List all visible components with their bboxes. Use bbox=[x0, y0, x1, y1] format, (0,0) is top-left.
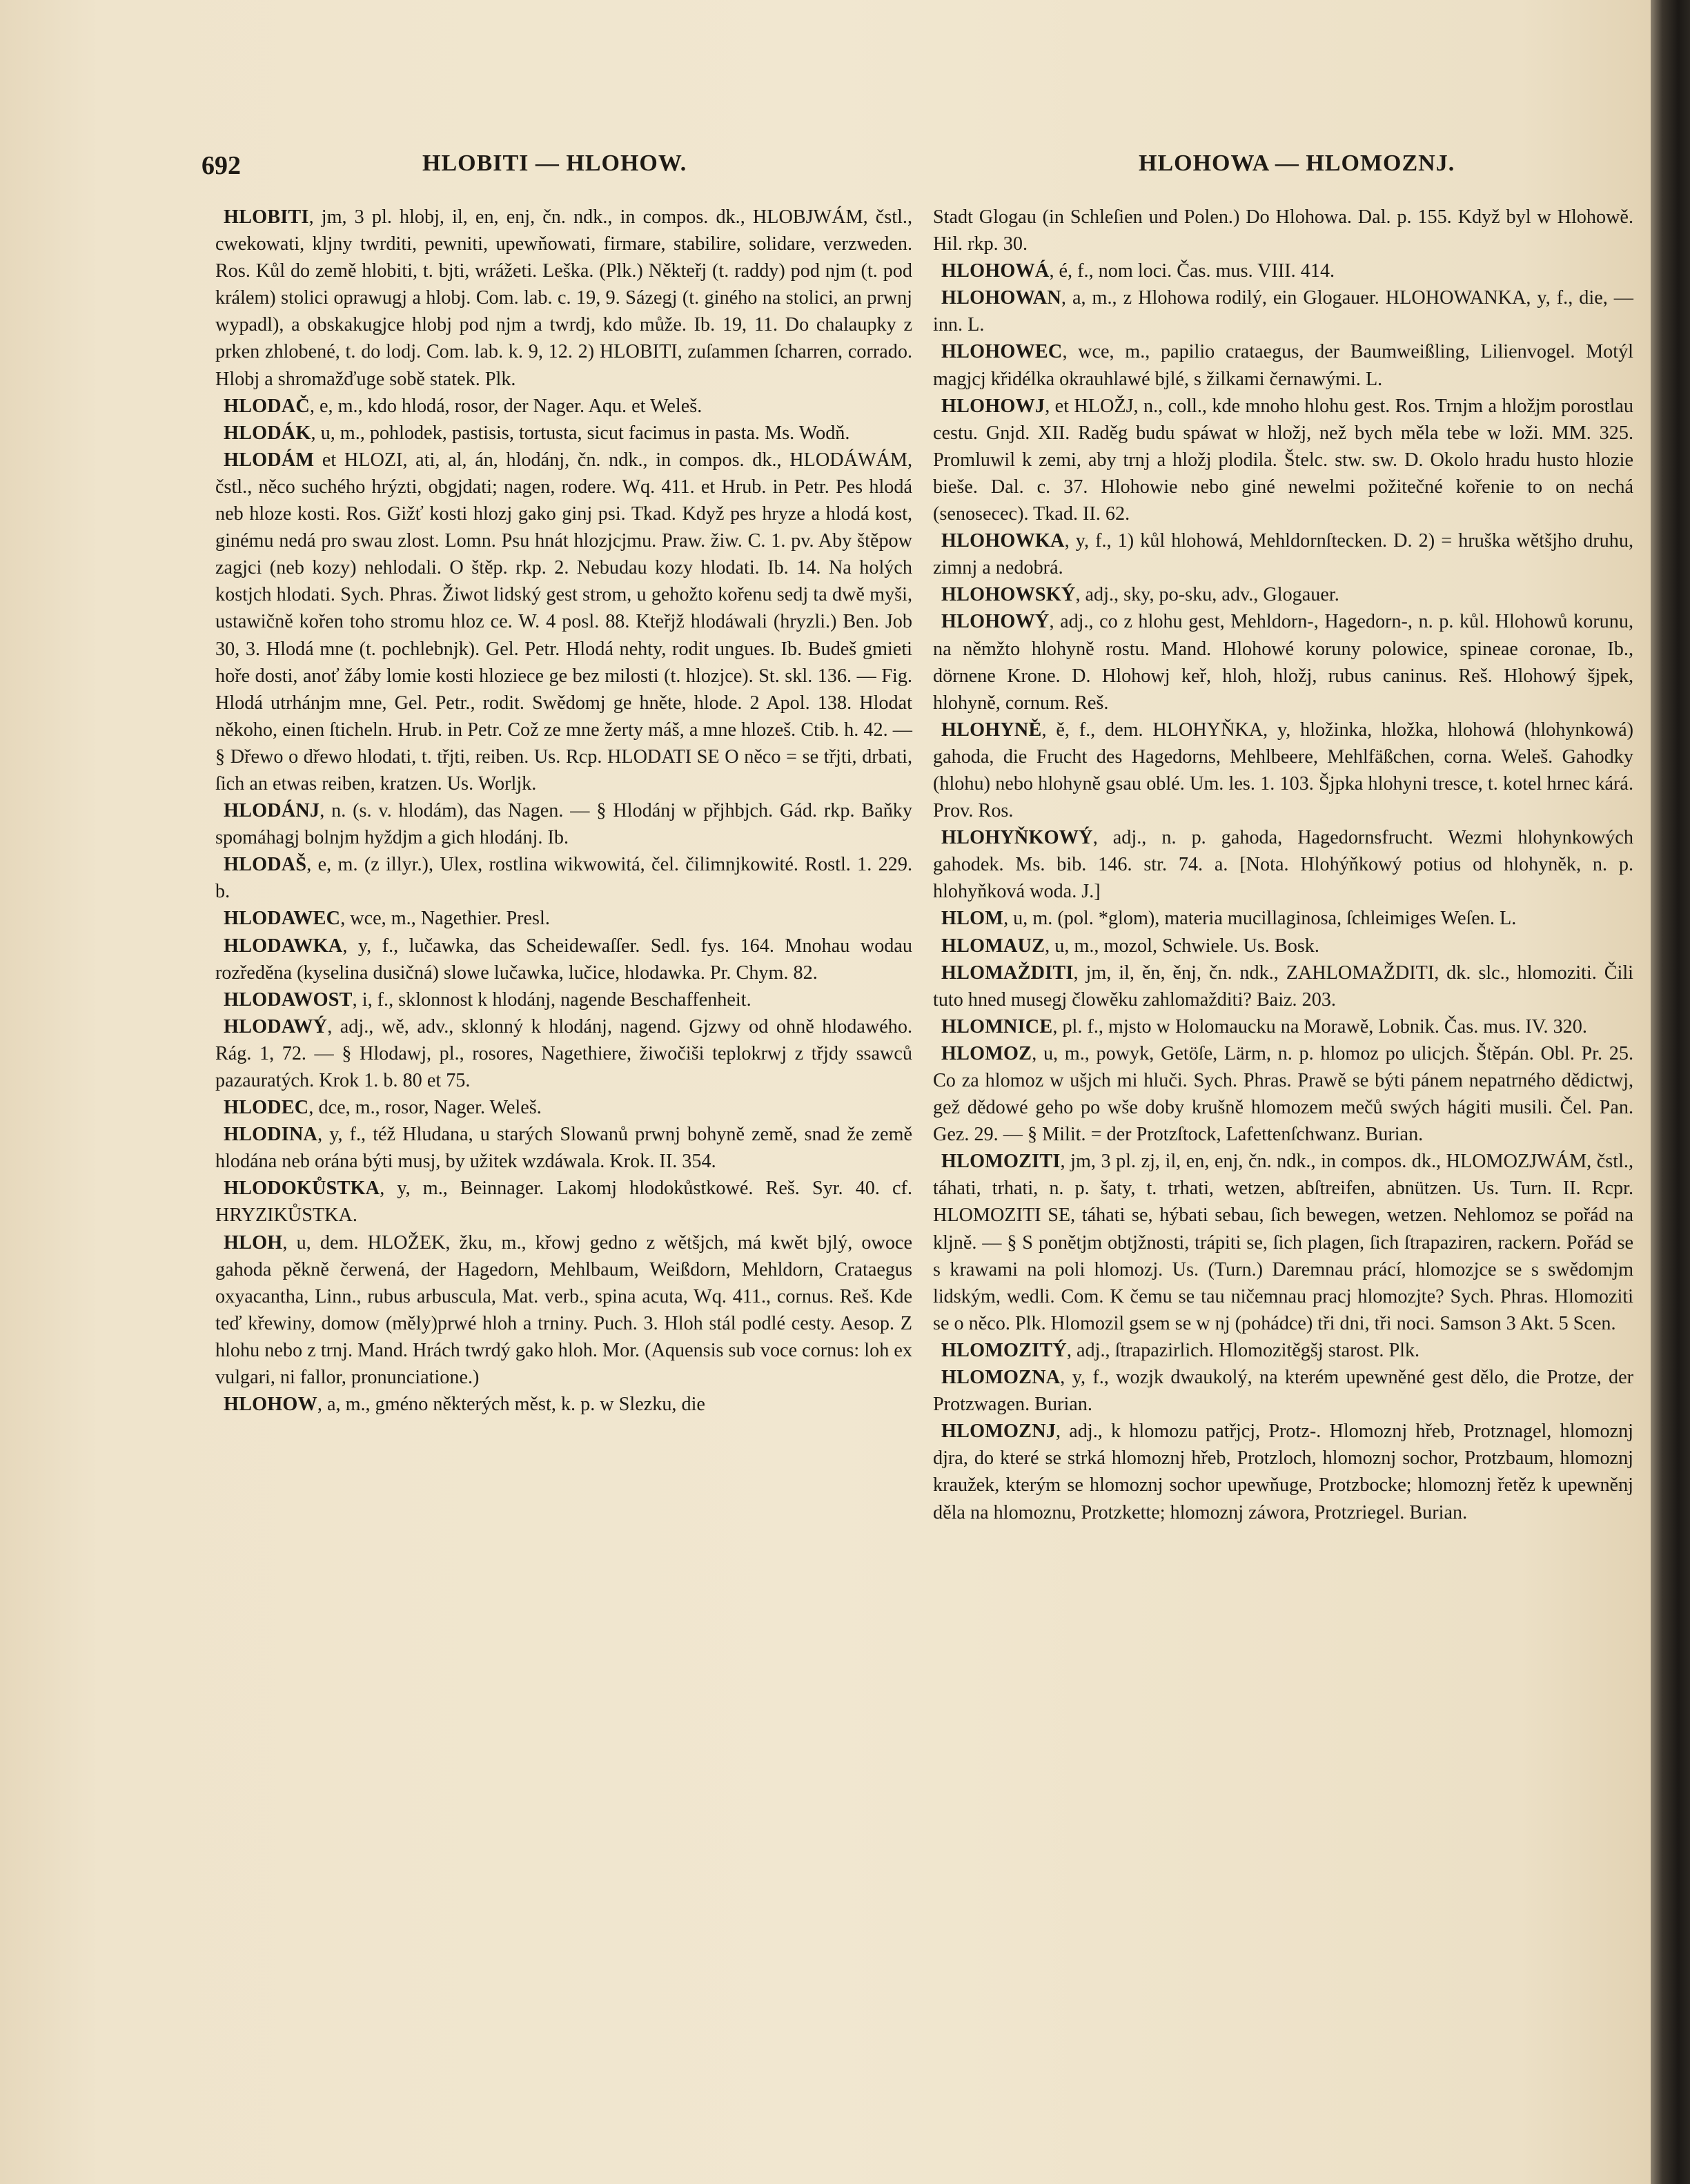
entry-definition: , a, m., z Hlohowa rodilý, ein Glogauer. HLOHOWANKA, y, f., die, — inn. L. bbox=[933, 287, 1633, 336]
dictionary-entry bbox=[215, 1013, 912, 1094]
dictionary-entry bbox=[215, 204, 912, 393]
entry-definition: , jm, 3 pl. zj, il, en, enj, čn. ndk., in compos. dk., HLOMOZJWÁM, čstl., táhati, trhati, n. p. šaty, t. trhati, wetzen, abſtreifen, abnützen. Us. Turn. II. Rcpr. HLOMOZITI SE, táhati se, hýbati sebau, ſich bewegen, wetzen. Nehlomoz se pořád na kljně. — § S ponětjm obtjžnosti, trápiti se, ſich plagen, ſich ſtrapaziren, rackern. Pořád se s krawami na poli hlomozj. Us. (Turn.) Daremnau prácí, hlomozjce se s swědomjm lidským, wedli. Com. K čemu se tau ničemnau pracj hlomozjte? Sych. Phras. Hlomoziti se o něco. Plk. Hlomozil gsem se w nj (pohádce) tři dni, tři noci. Samson 3 Akt. 5 Scen. bbox=[933, 1151, 1633, 1334]
entry-headword: HLODAŠ bbox=[224, 854, 307, 876]
left-column bbox=[215, 204, 912, 1418]
dictionary-entry bbox=[933, 1040, 1633, 1148]
entry-definition: , é, f., nom loci. Čas. mus. VIII. 414. bbox=[1049, 260, 1335, 282]
dictionary-entry bbox=[933, 905, 1633, 932]
entry-definition: , y, f., lučawka, das Scheidewaſſer. Sedl. fys. 164. Mnohau wodau rozředěna (kyselina dusičná) slowe lučawka, lučice, hlodawka. Pr. Chym. 82. bbox=[215, 935, 912, 984]
entry-headword: HLOBITI bbox=[224, 206, 309, 228]
entry-headword: HLOHYNĚ bbox=[941, 719, 1042, 741]
dictionary-entry bbox=[933, 1337, 1633, 1364]
dictionary-entry bbox=[933, 824, 1633, 905]
entry-headword: HLOMOZ bbox=[941, 1042, 1032, 1064]
entry-headword: HLOHOWÝ bbox=[941, 611, 1050, 633]
dictionary-entry bbox=[933, 959, 1633, 1013]
entry-headword: HLODAWOST bbox=[224, 988, 353, 1011]
entry-headword: HLOHOWÁ bbox=[941, 260, 1050, 282]
entry-definition: , jm, il, ěn, ěnj, čn. ndk., ZAHLOMAŽDITI, dk. slc., hlomoziti. Čili tuto hned musegj člowěku zahlomažditi? Baiz. 203. bbox=[933, 962, 1633, 1011]
dictionary-entry bbox=[215, 797, 912, 851]
dictionary-entry bbox=[933, 204, 1633, 257]
dictionary-entry bbox=[933, 716, 1633, 824]
entry-headword: HLODÁNJ bbox=[224, 800, 320, 822]
entry-headword: HLODEC bbox=[224, 1097, 309, 1119]
entry-headword: HLOHOW bbox=[224, 1394, 317, 1416]
entry-definition: , y, f., wozjk dwaukolý, na kterém upewněné gest dělo, die Protze, der Protzwagen. Burian. bbox=[933, 1367, 1633, 1416]
dictionary-entry bbox=[215, 933, 912, 986]
entry-headword: HLOMOZITI bbox=[941, 1151, 1061, 1173]
dictionary-entry bbox=[215, 1229, 912, 1392]
entry-definition: , wce, m., Nagethier. Presl. bbox=[340, 908, 550, 930]
entry-definition: , a, m., gméno některých měst, k. p. w Slezku, die bbox=[317, 1394, 705, 1416]
entry-headword: HLODÁM bbox=[224, 449, 315, 471]
entry-headword: HLOMOZITÝ bbox=[941, 1339, 1067, 1361]
entry-definition: , adj., k hlomozu patřjcj, Protz-. Hlomoznj hřeb, Protznagel, hlomoznj djra, do které se strká hlomoznj hřeb, Protzloch, hlomoznj sochor, Protzbaum, hlomoznj kraužek, kterým se hlomoznj sochor upewňuge, Protzbocke; hlomoznj řetěz k upewněnj děla na hlomoznu, Protzkette; hlomoznj záwora, Protzriegel. Burian. bbox=[933, 1421, 1633, 1523]
dictionary-entry bbox=[215, 1175, 912, 1229]
left-running-title: HLOBITI — HLOHOW. bbox=[422, 150, 687, 176]
entry-headword: HLOMOZNA bbox=[941, 1367, 1061, 1389]
dictionary-entry bbox=[215, 1391, 912, 1418]
entry-definition: , y, f., též Hludana, u starých Slowanů prwnj bohyně země, snad že země hlodána neb orána býti musj, by užitek wzdáwala. Krok. II. 354. bbox=[215, 1124, 912, 1173]
dictionary-entry bbox=[933, 581, 1633, 608]
page-header bbox=[0, 150, 1651, 192]
dictionary-entry bbox=[933, 933, 1633, 959]
entry-definition: , adj., ſtrapazirlich. Hlomozitěgšj starost. Plk. bbox=[1066, 1339, 1420, 1361]
entry-definition: , u, m. (pol. *glom), materia mucillaginosa, ſchleimiges Weſen. L. bbox=[1003, 908, 1517, 930]
entry-definition: , pl. f., mjsto w Holomaucku na Morawě, Lobnik. Čas. mus. IV. 320. bbox=[1052, 1015, 1587, 1037]
entry-headword: HLOHOWJ bbox=[941, 395, 1045, 417]
right-running-title: HLOHOWA — HLOMOZNJ. bbox=[1139, 150, 1455, 176]
entry-definition: , jm, 3 pl. hlobj, il, en, enj, čn. ndk., in compos. dk., HLOBJWÁM, čstl., cwekowati, kljny twrditi, pewniti, upewňowati, firmare, stabilire, solidare, verzweden. Ros. Kůl do země hlobiti, t. bjti, wrážeti. Leška. (Plk.) Někteřj (t. raddy) pod njm (t. pod králem) stolici oprawugj a hlobj. Com. lab. c. 19, 9. Sázegj (t. giného na stolici, an prwnj wypadl), a obskakugjce hlobj pod njm a twrdj, kdo může. Ib. 19, 11. Do chalaupky z prken zhlobené, t. do lodj. Com. lab. k. 9, 12. 2) HLOBITI, zuſammen ſcharren, corrado. Hlobj a shromažďuge sobě statek. Plk. bbox=[215, 206, 912, 390]
dictionary-entry bbox=[215, 393, 912, 420]
entry-definition: , u, dem. HLOŽEK, žku, m., křowj gedno z wětšjch, má kwět bjlý, owoce gahoda pěkně čerwená, der Hagedorn, Mehlbaum, Weißdorn, Mehldorn, Crataegus oxyacantha, Linn., rubus arbuscula, Mat. verb., spina acuta, Wq. 411., cornus. Reš. Kde teď křewiny, domow (měly)prwé hloh a trniny. Puch. 3. Hloh stál podlé cesty. Aesop. Z hlohu nebo z trnj. Mand. Hrách twrdý gako hloh. Mor. (Aquensis sub voce cornus: loh ex vulgari, ni fallor, pronunciatione.) bbox=[215, 1231, 912, 1389]
dictionary-entry bbox=[933, 527, 1633, 581]
entry-definition: , dce, m., rosor, Nager. Weleš. bbox=[308, 1097, 542, 1119]
entry-definition: , adj., n. p. gahoda, Hagedornsfrucht. Wezmi hlohynkowých gahodek. Ms. bib. 146. str. 74. a. [Nota. Hlohýňkowý potius od hlohyněk, n. p. hlohyňková woda. J.] bbox=[933, 827, 1633, 903]
entry-definition: , adj., wě, adv., sklonný k hlodánj, nagend. Gjzwy od ohně hlodawého. Rág. 1, 72. — § Hlodawj, pl., rosores, Nagethiere, žiwočiši teplokrwj z třjdy ssawců pazauratých. Krok 1. b. 80 et 75. bbox=[215, 1015, 912, 1091]
entry-headword: HLOMAŽDITI bbox=[941, 962, 1074, 984]
dictionary-entry bbox=[215, 986, 912, 1013]
dictionary-entry bbox=[215, 447, 912, 797]
entry-definition: , e, m., kdo hlodá, rosor, der Nager. Aqu. et Weleš. bbox=[309, 395, 702, 417]
entry-headword: HLODÁK bbox=[224, 422, 311, 444]
entry-definition: , adj., co z hlohu gest, Mehldorn-, Hagedorn-, n. p. kůl. Hlohowů korunu, na němžto hlohyně rostu. Mand. Hlohowé koruny polowice, spineae coronae, Ib., dörnene Krone. D. Hlohowj keř, hloh, hložj, rubus caninus. Reš. Hlohowý šjpek, hlohyně, cornum. Reš. bbox=[933, 611, 1633, 714]
dictionary-entry bbox=[215, 1094, 912, 1121]
entry-headword: HLOM bbox=[941, 908, 1004, 930]
entry-headword: HLODINA bbox=[224, 1124, 318, 1146]
entry-headword: HLODOKŮSTKA bbox=[224, 1178, 380, 1200]
entry-definition: , u, m., pohlodek, pastisis, tortusta, sicut facimus in pasta. Ms. Wodň. bbox=[311, 422, 850, 444]
page-number: 692 bbox=[202, 151, 241, 180]
entry-definition: , u, m., mozol, Schwiele. Us. Bosk. bbox=[1045, 935, 1319, 957]
entry-headword: HLOH bbox=[224, 1231, 283, 1254]
entry-definition: , i, f., sklonnost k hlodánj, nagende Beschaffenheit. bbox=[352, 988, 751, 1011]
dictionary-entry bbox=[215, 905, 912, 932]
dictionary-entry bbox=[933, 1148, 1633, 1337]
entry-definition: , y, f., 1) kůl hlohowá, Mehldornſtecken. D. 2) = hruška wětšjho druhu, zimnj a nedobrá. bbox=[933, 530, 1633, 579]
entry-headword: HLODAWKA bbox=[224, 935, 343, 957]
entry-definition: , wce, m., papilio crataegus, der Baumweißling, Lilienvogel. Motýl magjcj křidélka okrauhlawé bjlé, s žilkami černawými. L. bbox=[933, 341, 1633, 390]
entry-headword: HLOMOZNJ bbox=[941, 1421, 1057, 1443]
entry-definition: , u, m., powyk, Getöſe, Lärm, n. p. hlomoz po ulicjch. Štěpán. Obl. Pr. 25. Co za hlomoz w ušjch mi hluči. Sych. Phras. Prawě se býti pánem nepatrného dědictwj, gež dědowé geho po wše doby krušně hlomozem mečů swých hágiti musili. Čel. Pan. Gez. 29. — § Milit. = der Protzſtock, Lafettenſchwanz. Burian. bbox=[933, 1042, 1633, 1146]
entry-headword: HLODAWEC bbox=[224, 908, 341, 930]
dictionary-entry bbox=[933, 257, 1633, 284]
entry-headword: HLODAČ bbox=[224, 395, 310, 417]
entry-definition: et HLOZI, ati, al, án, hlodánj, čn. ndk., in compos. dk., HLODÁWÁM, čstl., něco suchého hrýzti, obgjdati; nagen, rodere. Wq. 411. et Hrub. in Petr. Pes hlodá neb hloze kosti. Ros. Gižť kosti hlozj gako ginj psi. Tkad. Když pes hryze a hlodá kost, ginému nedá pro swau zlost. Lomn. Psu hnát hlozjcjmu. Praw. žiw. C. 1. pv. Aby štěpow zagjci (neb kozy) nehlodali. O štěp. rkp. 2. Nebudau kozy hlodati. Ib. 14. Na holých kostjch hlodati. Sych. Phras. Žiwot lidský gest strom, u gehožto kořenu sedj ta dwě myši, ustawičně kořen toho stromu hloz ce. W. 4 posl. 88. Kteřjž hlodáwali (hryzli.) Ben. Job 30, 3. Hlodá mne (t. pochlebnjk). Gel. Petr. Hlodá nehty, rodit ungues. Ib. Budeš gmieti hoře dosti, anoť žáby lomie kosti hloziece ge bez milosti (t. hlozjce). St. skl. 136. — Fig. Hlodá utrhánjm mne, Gel. Petr., rodit. Swědomj ge hněte, hlode. 2 Apol. 138. Hlodat někoho, einen ſticheln. Hrub. in Petr. Což ze mne žerty máš, a mne hlozeš. Ctib. h. 42. — § Dřewo o dřewo hlodati, t. třjti, reiben. Us. Rcp. HLODATI SE O něco = se třjti, drbati, ſich an etwas reiben, kratzen. Us. Worljk. bbox=[215, 449, 912, 794]
entry-definition: , e, m. (z illyr.), Ulex, rostlina wikwowitá, čel. čilimnjkowité. Rostl. 1. 229. b. bbox=[215, 854, 912, 903]
dictionary-entry bbox=[933, 284, 1633, 338]
dictionary-entry bbox=[215, 1121, 912, 1175]
entry-headword: HLODAWÝ bbox=[224, 1015, 328, 1037]
dictionary-entry bbox=[933, 1364, 1633, 1418]
entry-headword: HLOHOWAN bbox=[941, 287, 1061, 309]
entry-definition: , n. (s. v. hlodám), das Nagen. — § Hlodánj w přjhbjch. Gád. rkp. Baňky spomáhagj bolnjm hyždjm a gich hlodánj. Ib. bbox=[215, 800, 912, 849]
entry-headword: HLOMNICE bbox=[941, 1015, 1053, 1037]
entry-definition: , ě, f., dem. HLOHYŇKA, y, hložinka, hložka, hlohowá (hlohynkowá) gahoda, die Frucht des Hagedorns, Mehlbeere, Mehlfäßchen, corna. Weleš. Gahodky (hlohu) nebo hlohyně gsau oblé. Um. les. 1. 103. Šjpka hlohyni tresce, t. kotel hrnec kárá. Prov. Ros. bbox=[933, 719, 1633, 822]
entry-definition: , y, m., Beinnager. Lakomj hlodokůstkowé. Reš. Syr. 40. cf. HRYZIKŮSTKA. bbox=[215, 1178, 912, 1227]
dictionary-entry bbox=[933, 1418, 1633, 1525]
dictionary-entry bbox=[215, 851, 912, 905]
entry-headword: HLOHOWEC bbox=[941, 341, 1063, 363]
dictionary-entry bbox=[933, 338, 1633, 392]
book-spine-shadow bbox=[1651, 0, 1690, 2184]
entry-definition: , adj., sky, po-sku, adv., Glogauer. bbox=[1075, 584, 1339, 606]
dictionary-entry bbox=[933, 1013, 1633, 1040]
entry-headword: HLOHOWSKÝ bbox=[941, 584, 1076, 606]
dictionary-entry bbox=[215, 420, 912, 447]
entry-definition: , et HLOŽJ, n., coll., kde mnoho hlohu gest. Ros. Trnjm a hložjm porostlau cestu. Gnjd. XII. Raděg budu spáwat w hložj, než bych měla tebe w loži. MM. 325. Promluwil k zemi, aby trnj a hložj plodila. Štelc. stw. sw. D. Okolo hradu husto hlozie bieše. Dal. c. 37. Hlohowie nebo giné newelmi požitečné kořenie to on nechá (senosecec). Tkad. II. 62. bbox=[933, 395, 1633, 525]
entry-headword: HLOMAUZ bbox=[941, 935, 1045, 957]
entry-headword: HLOHOWKA bbox=[941, 530, 1065, 552]
entry-definition: Stadt Glogau (in Schleſien und Polen.) Do Hlohowa. Dal. p. 155. Když byl w Hlohowě. Hil. rkp. 30. bbox=[933, 206, 1633, 255]
dictionary-entry bbox=[933, 608, 1633, 716]
entry-headword: HLOHYŇKOWÝ bbox=[941, 827, 1093, 849]
right-column bbox=[933, 204, 1633, 1526]
dictionary-entry bbox=[933, 393, 1633, 527]
